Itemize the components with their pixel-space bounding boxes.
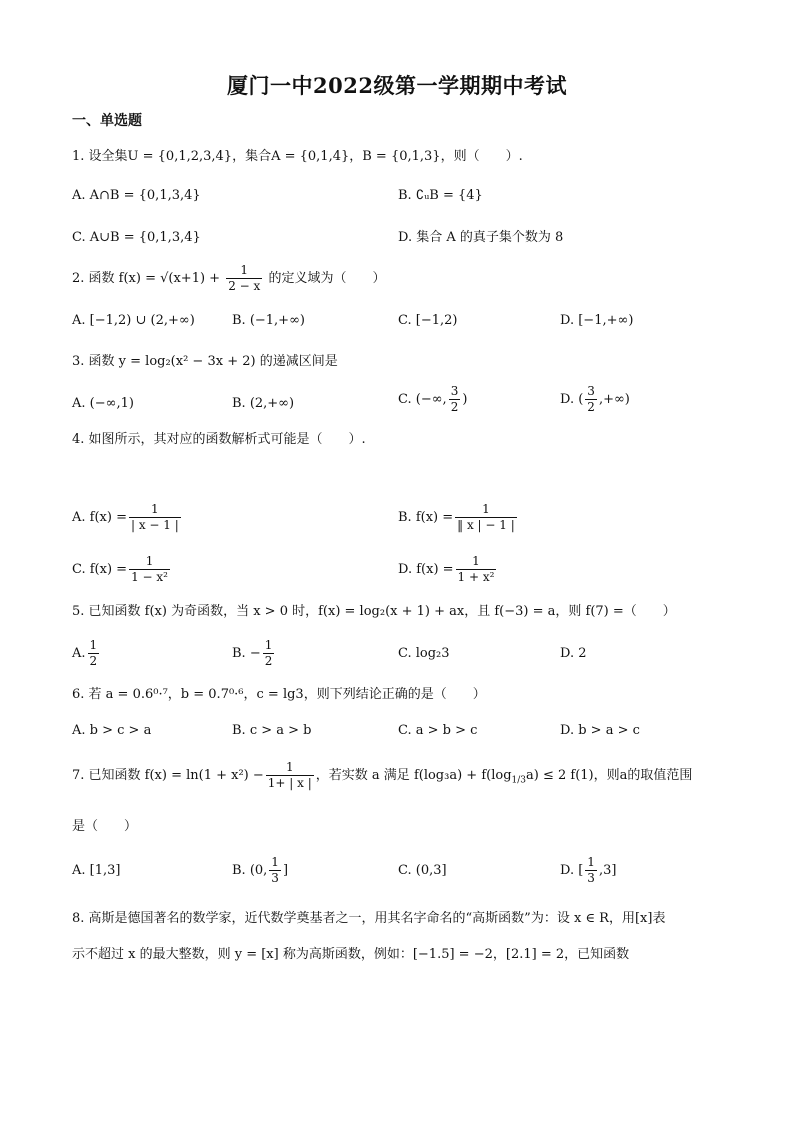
- q3-option-d-suffix: ,+∞): [598, 392, 630, 407]
- q7-fraction-numerator: 1: [266, 760, 314, 776]
- q3-option-d: [560, 383, 630, 417]
- q3-option-d-numerator: 3: [587, 384, 595, 398]
- q5-option-b: [232, 637, 276, 671]
- q6-stem: 6. 若 a = 0.6⁰·⁷，b = 0.7⁰·⁶，c = lg3，则下列结论正确的是（ ）: [72, 687, 486, 702]
- q4-option-d-fraction: [456, 554, 497, 585]
- q4-option-b: [398, 501, 519, 535]
- q2-fraction-denominator: 2 − x: [228, 279, 261, 293]
- q1-option-c: C. A∪B = {0,1,3,4}: [72, 230, 201, 245]
- q4-option-d: [398, 553, 498, 587]
- q5-option-b-prefix: B. −: [232, 646, 261, 661]
- q7-option-d-suffix: ,3]: [598, 863, 617, 878]
- q3-option-d-denominator: 2: [587, 400, 595, 414]
- q6-option-a: A. b > c > a: [72, 723, 152, 738]
- q1-option-a: A. A∩B = {0,1,3,4}: [72, 188, 201, 203]
- q6-option-c: C. a > b > c: [398, 723, 478, 738]
- q2-option-b: B. (−1,+∞): [232, 313, 305, 328]
- q2-fraction-numerator: 1: [226, 263, 262, 279]
- q7-option-b-fraction: [269, 855, 281, 886]
- q5-option-a-numerator: 1: [89, 638, 98, 652]
- q7-stem-mid: ，若实数 a 满足 f(log₃a) + f(log: [315, 768, 512, 783]
- q7-option-c: C. (0,3]: [398, 863, 447, 878]
- q2-stem-suffix: 的定义域为（ ）: [268, 271, 386, 286]
- q4-option-c-fraction: [129, 554, 170, 585]
- q7-option-a: A. [1,3]: [72, 863, 121, 878]
- q4-option-c-denominator: 1 − x²: [131, 570, 168, 584]
- q2-stem: [72, 262, 385, 296]
- q7-fraction-denominator: 1+ | x |: [267, 776, 312, 790]
- q7-option-b-suffix: ]: [282, 863, 289, 878]
- q7-fraction: [266, 760, 314, 791]
- q7-option-b-prefix: B. (0,: [232, 863, 268, 878]
- q2-option-c: C. [−1,2): [398, 313, 458, 328]
- q5-option-c: C. log₂3: [398, 646, 450, 661]
- q4-option-c: [72, 553, 172, 587]
- q8-line2: 示不超过 x 的最大整数，则 y = [x] 称为高斯函数，例如：[−1.5] = −2，[2.1] = 2，已知函数: [72, 947, 630, 962]
- q3-option-c-suffix: ): [462, 392, 468, 407]
- q7-option-b: [232, 852, 288, 890]
- q5-option-d: D. 2: [560, 646, 587, 661]
- q4-stem: 4. 如图所示，其对应的函数解析式可能是（ ）.: [72, 432, 366, 447]
- q3-option-c-numerator: 3: [450, 384, 459, 398]
- q4-option-a-fraction: [129, 502, 181, 533]
- q1-option-b: B. ∁ᵤB = {4}: [398, 188, 483, 203]
- q7-stem: [72, 758, 692, 799]
- q4-option-a-denominator: | x − 1 |: [130, 518, 179, 532]
- q2-stem-prefix: 2. 函数 f(x) = √(x+1) +: [72, 271, 221, 286]
- q5-option-a-prefix: A.: [72, 646, 86, 661]
- q5-option-b-numerator: 1: [264, 638, 273, 652]
- q4-option-d-numerator: 1: [456, 554, 497, 570]
- q2-option-a: A. [−1,2) ∪ (2,+∞): [72, 313, 195, 328]
- q7-option-d-numerator: 1: [587, 855, 595, 869]
- q5-option-b-denominator: 2: [264, 654, 273, 668]
- q5-option-a-denominator: 2: [89, 654, 98, 668]
- q7-option-d-prefix: D. [: [560, 863, 584, 878]
- q4-option-a-numerator: 1: [129, 502, 181, 518]
- exam-title: 厦门一中2022级第一学期期中考试: [227, 73, 567, 98]
- q5-option-a: [72, 637, 101, 671]
- q5-option-b-fraction: [263, 638, 275, 669]
- q1-stem: 1. 设全集U = {0,1,2,3,4}，集合A = {0,1,4}，B = {0,1,3}，则（ ）.: [72, 149, 523, 164]
- q4-option-b-denominator: ‖ x | − 1 |: [457, 518, 515, 532]
- q3-option-d-prefix: D. (: [560, 392, 584, 407]
- q3-stem: 3. 函数 y = log₂(x² − 3x + 2) 的递减区间是: [72, 354, 338, 369]
- q3-option-c-fraction: [449, 384, 461, 415]
- q6-option-d: D. b > a > c: [560, 723, 640, 738]
- q4-option-d-denominator: 1 + x²: [457, 570, 495, 584]
- q5-stem: 5. 已知函数 f(x) 为奇函数，当 x > 0 时，f(x) = log₂(x + 1) + ax，且 f(−3) = a，则 f(7) =（ ）: [72, 604, 676, 619]
- q4-option-b-prefix: B. f(x) =: [398, 510, 454, 525]
- q6-option-b: B. c > a > b: [232, 723, 312, 738]
- q7-option-d-denominator: 3: [587, 871, 595, 885]
- section-heading: 一、单选题: [72, 113, 142, 129]
- q7-option-b-numerator: 1: [271, 855, 279, 869]
- q7-log-base: 1/3: [511, 775, 526, 786]
- q7-stem-suffix: a) ≤ 2 f(1)，则a的取值范围: [526, 768, 693, 783]
- q7-option-d-fraction: [585, 855, 597, 886]
- q3-option-a: A. (−∞,1): [72, 396, 134, 411]
- q7-stem-line2: 是（ ）: [72, 819, 138, 834]
- q7-stem-prefix: 7. 已知函数 f(x) = ln(1 + x²) −: [72, 768, 264, 783]
- q4-option-b-numerator: 1: [455, 502, 517, 518]
- q1-option-d: D. 集合 A 的真子集个数为 8: [398, 230, 564, 245]
- q3-option-c-denominator: 2: [450, 400, 459, 414]
- q4-option-d-prefix: D. f(x) =: [398, 562, 454, 577]
- q4-option-a: [72, 501, 183, 535]
- q5-option-a-fraction: [88, 638, 100, 669]
- q2-fraction: [226, 263, 262, 294]
- q3-option-d-fraction: [585, 384, 597, 415]
- q4-option-c-numerator: 1: [129, 554, 170, 570]
- q3-option-c: [398, 383, 467, 417]
- q3-option-b: B. (2,+∞): [232, 396, 295, 411]
- q8-line1: 8. 高斯是德国著名的数学家，近代数学奠基者之一，用其名字命名的“高斯函数”为：设 x ∈ R，用[x]表: [72, 911, 666, 926]
- q4-option-a-prefix: A. f(x) =: [72, 510, 127, 525]
- q3-option-c-prefix: C. (−∞,: [398, 392, 447, 407]
- q7-option-d: [560, 852, 616, 890]
- q4-option-b-fraction: [455, 502, 517, 533]
- q2-option-d: D. [−1,+∞): [560, 313, 634, 328]
- q7-option-b-denominator: 3: [271, 871, 279, 885]
- q4-option-c-prefix: C. f(x) =: [72, 562, 128, 577]
